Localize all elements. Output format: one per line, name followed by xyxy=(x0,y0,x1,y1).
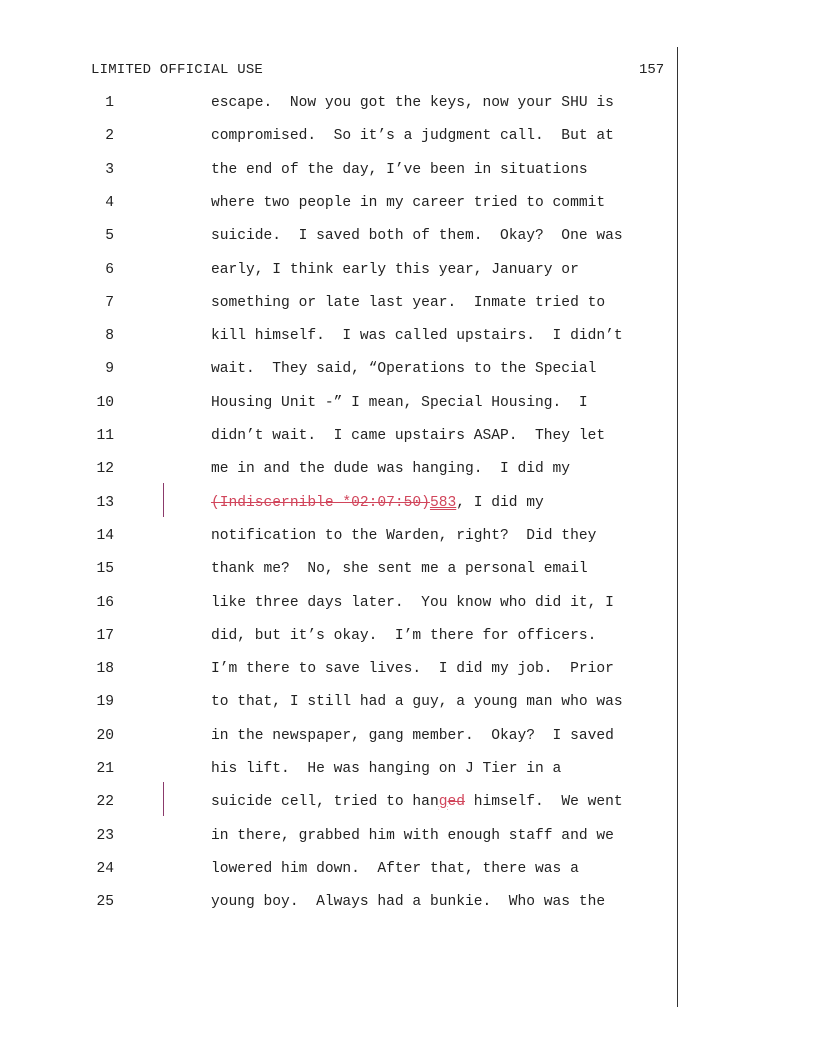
transcript-line xyxy=(0,728,680,748)
transcript-line xyxy=(0,262,680,282)
line-text: escape. Now you got the keys, now your SHU is xyxy=(211,95,614,111)
inserted-text: 583 xyxy=(429,494,457,511)
line-text: in the newspaper, gang member. Okay? I saved xyxy=(211,727,614,744)
transcript-line xyxy=(0,395,680,415)
transcript-line xyxy=(0,428,680,448)
line-text: suicide. I saved both of them. Okay? One was xyxy=(211,228,623,245)
line-number: 9 xyxy=(105,361,114,378)
line-number: 17 xyxy=(96,627,114,644)
line-text: didn’t wait. I came upstairs ASAP. They let xyxy=(211,428,606,444)
text-segment: , I did my xyxy=(456,494,544,511)
line-number: 20 xyxy=(96,727,114,744)
change-bar xyxy=(163,483,164,517)
deleted-text: ed xyxy=(447,794,465,811)
line-number: 23 xyxy=(96,827,114,844)
transcript-line xyxy=(0,195,680,215)
line-number: 18 xyxy=(96,661,114,678)
line-text: lowered him down. After that, there was a xyxy=(211,860,579,877)
line-text xyxy=(211,495,544,511)
text-segment: himself. We went xyxy=(464,794,623,811)
transcript-line xyxy=(0,894,680,914)
line-text: like three days later. You know who did it, I xyxy=(211,594,614,611)
line-text: me in and the dude was hanging. I did my xyxy=(211,461,571,478)
transcript-line xyxy=(0,361,680,381)
line-text xyxy=(211,794,623,810)
line-text: early, I think early this year, January or xyxy=(211,261,579,278)
line-text: thank me? No, she sent me a personal email xyxy=(211,561,588,578)
inserted-text: g xyxy=(438,794,448,811)
line-number: 3 xyxy=(105,161,114,178)
transcript-line xyxy=(0,528,680,548)
line-text: kill himself. I was called upstairs. I didn’t xyxy=(211,328,623,345)
line-text: did, but it’s okay. I’m there for officers. xyxy=(211,627,597,644)
line-number: 1 xyxy=(105,95,114,111)
header-classification: LIMITED OFFICIAL USE xyxy=(91,62,264,78)
line-number: 25 xyxy=(96,894,114,911)
transcript-line xyxy=(0,661,680,681)
transcript-line xyxy=(0,794,680,814)
line-number: 21 xyxy=(96,761,114,777)
line-text: to that, I still had a guy, a young man who was xyxy=(211,694,623,711)
line-number: 13 xyxy=(96,494,114,511)
line-text: wait. They said, “Operations to the Special xyxy=(211,361,597,378)
line-text: where two people in my career tried to commit xyxy=(211,194,606,211)
line-text: in there, grabbed him with enough staff and we xyxy=(211,827,614,844)
transcript-line xyxy=(0,828,680,848)
line-text: young boy. Always had a bunkie. Who was the xyxy=(211,894,606,911)
transcript-line xyxy=(0,328,680,348)
line-text: something or late last year. Inmate tried to xyxy=(211,294,606,311)
transcript-line xyxy=(0,595,680,615)
line-number: 7 xyxy=(105,294,114,311)
line-number: 4 xyxy=(105,194,114,211)
line-number: 19 xyxy=(96,694,114,711)
line-number: 6 xyxy=(105,261,114,278)
page-number: 157 xyxy=(639,62,665,78)
transcript-line xyxy=(0,561,680,581)
change-bar xyxy=(163,782,164,816)
line-text: Housing Unit -” I mean, Special Housing. I xyxy=(211,394,588,411)
deleted-text: (Indiscernible *02:07:50) xyxy=(211,494,430,511)
transcript-line xyxy=(0,128,680,148)
line-text: notification to the Warden, right? Did they xyxy=(211,527,597,544)
transcript-line xyxy=(0,761,680,781)
line-text: compromised. So it’s a judgment call. But at xyxy=(211,128,614,145)
line-number: 12 xyxy=(96,461,114,478)
transcript-line xyxy=(0,628,680,648)
transcript-line xyxy=(0,95,680,115)
transcript-line xyxy=(0,162,680,182)
transcript-line xyxy=(0,495,680,515)
transcript-line xyxy=(0,861,680,881)
line-number: 11 xyxy=(96,428,114,444)
line-text: his lift. He was hanging on J Tier in a xyxy=(211,761,562,777)
line-text: I’m there to save lives. I did my job. Prior xyxy=(211,661,614,678)
transcript-line xyxy=(0,694,680,714)
text-segment: suicide cell, tried to han xyxy=(211,794,439,811)
line-number: 10 xyxy=(96,394,114,411)
line-number: 22 xyxy=(96,794,114,811)
transcript-line xyxy=(0,228,680,248)
line-number: 24 xyxy=(96,860,114,877)
transcript-line xyxy=(0,461,680,481)
line-number: 5 xyxy=(105,228,114,245)
line-number: 8 xyxy=(105,328,114,345)
line-number: 14 xyxy=(96,527,114,544)
line-text: the end of the day, I’ve been in situations xyxy=(211,161,588,178)
line-number: 16 xyxy=(96,594,114,611)
line-number: 15 xyxy=(96,561,114,578)
transcript-line xyxy=(0,295,680,315)
line-number: 2 xyxy=(105,128,114,145)
